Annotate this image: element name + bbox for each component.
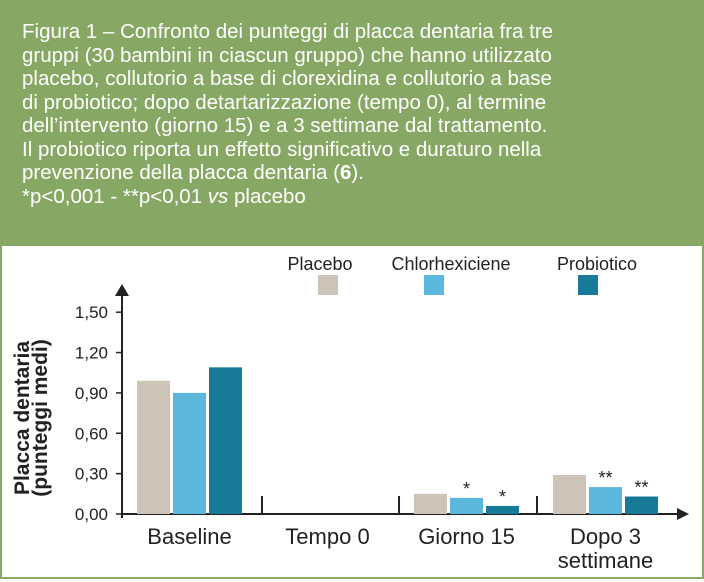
caption-line: di probiotico; dopo detartarizzazione (tempo 0), al termine (22, 90, 547, 114)
y-tick-label: 1,50 (74, 303, 108, 323)
caption-text: prevenzione della placca dentaria ( (22, 161, 340, 184)
caption-line: Figura 1 – Confronto dei punteggi di placca dentaria fra tre (22, 20, 554, 43)
x-tick-label: Dopo 3 (570, 524, 641, 549)
caption-line: placebo, collutorio a base di clorexidina e collutorio a base (22, 67, 552, 90)
legend-swatch (578, 275, 598, 295)
reference-number: 6 (339, 161, 352, 184)
legend-label: Probiotico (556, 254, 638, 274)
caption-line (22, 161, 682, 185)
bar (173, 393, 206, 514)
bar-chart (2, 246, 702, 577)
y-axis-label: (punteggi medi) (29, 339, 52, 497)
bar (137, 381, 170, 514)
y-tick-label: 0,30 (74, 464, 108, 484)
bar (414, 494, 447, 514)
caption-text: ). (351, 161, 364, 184)
caption-line: gruppi (30 bambini in ciascun gruppo) che hanno utilizzato (22, 43, 552, 67)
chart-area (2, 246, 702, 577)
caption-text: placebo (228, 184, 306, 208)
x-tick-label: Giorno 15 (418, 524, 515, 549)
x-tick-label: settimane (557, 548, 654, 573)
significance-mark: * (462, 478, 471, 499)
significance-mark: * (498, 486, 507, 507)
bar (625, 497, 658, 514)
bar (209, 367, 242, 514)
bar (553, 475, 586, 514)
y-tick-label: 0,90 (74, 383, 108, 403)
x-axis-arrow (677, 508, 689, 520)
bar (486, 506, 519, 514)
y-tick-label: 0,00 (74, 505, 108, 524)
legend-swatch (424, 275, 444, 295)
y-axis-arrow (115, 284, 129, 296)
figure-caption (0, 0, 704, 246)
y-tick-label: 1,20 (74, 343, 108, 363)
significance-mark: ** (634, 477, 649, 498)
caption-line (22, 185, 682, 209)
caption-line: dell’intervento (giorno 15) e a 3 settimane dal trattamento. (22, 114, 548, 137)
y-tick-label: 0,60 (74, 424, 108, 444)
bar (589, 487, 622, 514)
legend-label: Chlorhexiciene (391, 254, 511, 274)
x-tick-label: Tempo 0 (285, 524, 370, 549)
y-axis-label: Placca dentaria (11, 340, 34, 496)
caption-line: Il probiotico riporta un effetto significativo e duraturo nella (22, 137, 542, 161)
caption-text: *p<0,001 - **p<0,01 (22, 184, 208, 208)
caption-vs: vs (207, 184, 229, 208)
legend-label: Placebo (287, 254, 353, 274)
bar (450, 498, 483, 514)
x-tick-label: Baseline (147, 524, 232, 549)
significance-mark: ** (598, 468, 613, 489)
legend-swatch (318, 275, 338, 295)
